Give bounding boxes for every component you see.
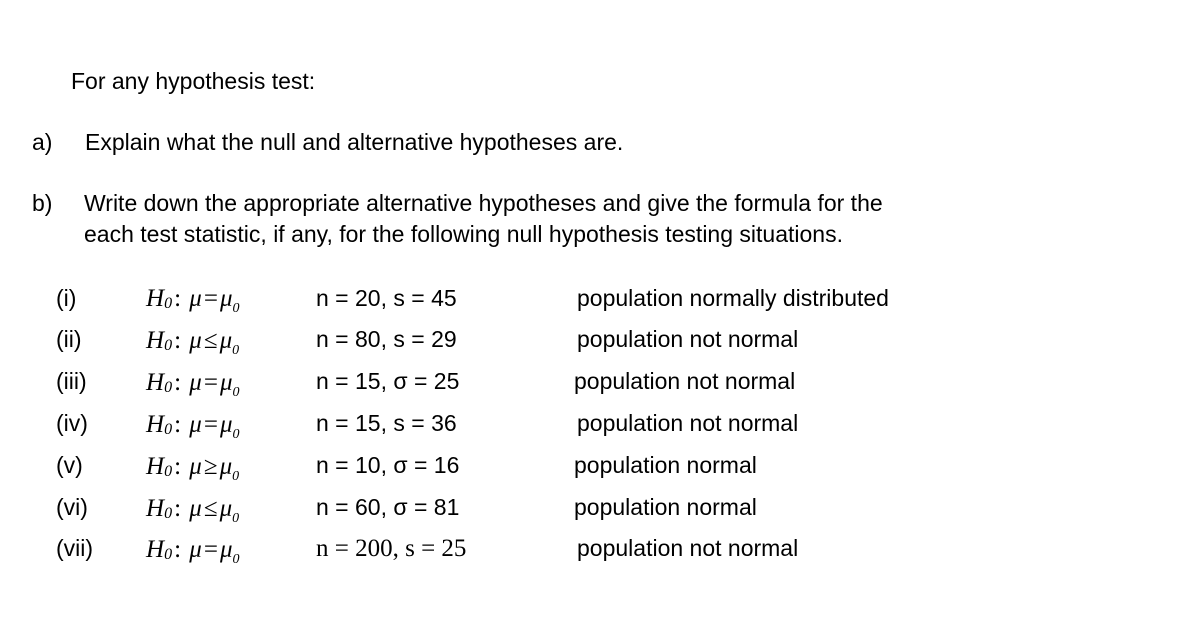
row-number: (iii) — [56, 368, 87, 394]
h-symbol: H — [146, 369, 165, 396]
mu-symbol: μ — [189, 411, 202, 438]
h-subscript: 0 — [164, 379, 173, 396]
sample-params: n = 80, s = 29 — [316, 326, 457, 352]
relation-operator: = — [203, 536, 218, 563]
mu0-subscript: 0 — [232, 427, 240, 442]
colon: : — [174, 327, 182, 354]
mu-symbol: μ — [189, 495, 202, 522]
row-number: (iv) — [56, 410, 88, 436]
mu-symbol: μ — [189, 369, 202, 396]
relation-operator: = — [203, 285, 218, 312]
population-description: population normal — [574, 494, 757, 520]
part-b-line-1: Write down the appropriate alternative hypotheses and give the formula for the — [84, 190, 883, 216]
null-hypothesis — [146, 411, 240, 442]
part-a-marker: a) — [32, 129, 53, 155]
relation-operator: ≤ — [203, 495, 218, 522]
row-number: (vi) — [56, 494, 88, 520]
intro-heading: For any hypothesis test: — [71, 68, 316, 94]
sample-params: n = 60, σ = 81 — [316, 494, 460, 520]
row-number: (ii) — [56, 326, 82, 352]
mu0-subscript: 0 — [232, 469, 240, 484]
colon: : — [174, 285, 182, 312]
colon: : — [174, 369, 182, 396]
part-b-marker: b) — [32, 190, 53, 216]
mu0-subscript: 0 — [232, 385, 240, 400]
mu0-subscript: 0 — [232, 301, 240, 316]
sample-params: n = 10, σ = 16 — [316, 452, 460, 478]
population-description: population normally distributed — [577, 285, 889, 311]
h-subscript: 0 — [164, 463, 173, 480]
population-description: population not normal — [574, 368, 796, 394]
colon: : — [174, 495, 182, 522]
h-subscript: 0 — [164, 421, 173, 438]
row-number: (vii) — [56, 535, 94, 561]
relation-operator: = — [203, 411, 218, 438]
population-description: population not normal — [577, 535, 799, 561]
mu0-symbol: μ — [219, 495, 233, 522]
sample-params: n = 15, s = 36 — [316, 410, 457, 436]
null-hypothesis — [146, 369, 240, 400]
h-symbol: H — [146, 495, 165, 522]
mu0-subscript: 0 — [232, 511, 240, 526]
mu0-symbol: μ — [219, 285, 233, 312]
part-b-line-2: each test statistic, if any, for the following null hypothesis testing situations. — [84, 221, 843, 247]
mu0-subscript: 0 — [232, 343, 240, 358]
population-description: population normal — [574, 452, 757, 478]
population-description: population not normal — [577, 410, 799, 436]
part-a-text: Explain what the null and alternative hypotheses are. — [85, 129, 624, 155]
null-hypothesis — [146, 453, 239, 484]
h-symbol: H — [146, 536, 165, 563]
row-number: (v) — [56, 452, 83, 478]
mu0-symbol: μ — [219, 369, 233, 396]
h-symbol: H — [146, 285, 165, 312]
h-symbol: H — [146, 327, 165, 354]
h-subscript: 0 — [164, 546, 173, 563]
mu0-symbol: μ — [219, 411, 233, 438]
mu-symbol: μ — [189, 285, 202, 312]
null-hypothesis — [146, 327, 239, 358]
h-symbol: H — [146, 411, 165, 438]
null-hypothesis — [146, 536, 240, 567]
relation-operator: = — [203, 369, 218, 396]
null-hypothesis — [146, 495, 239, 526]
mu-symbol: μ — [189, 536, 202, 563]
colon: : — [174, 536, 182, 563]
population-description: population not normal — [577, 326, 799, 352]
h-symbol: H — [146, 453, 165, 480]
mu-symbol: μ — [189, 453, 202, 480]
mu0-symbol: μ — [219, 327, 233, 354]
mu0-symbol: μ — [219, 536, 233, 563]
null-hypothesis — [146, 285, 240, 316]
row-number: (i) — [56, 285, 77, 311]
colon: : — [174, 453, 182, 480]
relation-operator: ≤ — [203, 327, 218, 354]
mu0-subscript: 0 — [232, 552, 240, 567]
h-subscript: 0 — [164, 505, 173, 522]
sample-params: n = 20, s = 45 — [316, 285, 457, 311]
mu-symbol: μ — [189, 327, 202, 354]
sample-params: n = 200, s = 25 — [316, 535, 467, 562]
h-subscript: 0 — [164, 295, 173, 312]
mu0-symbol: μ — [219, 453, 233, 480]
h-subscript: 0 — [164, 337, 173, 354]
colon: : — [174, 411, 182, 438]
relation-operator: ≥ — [203, 453, 218, 480]
sample-params: n = 15, σ = 25 — [316, 368, 460, 394]
